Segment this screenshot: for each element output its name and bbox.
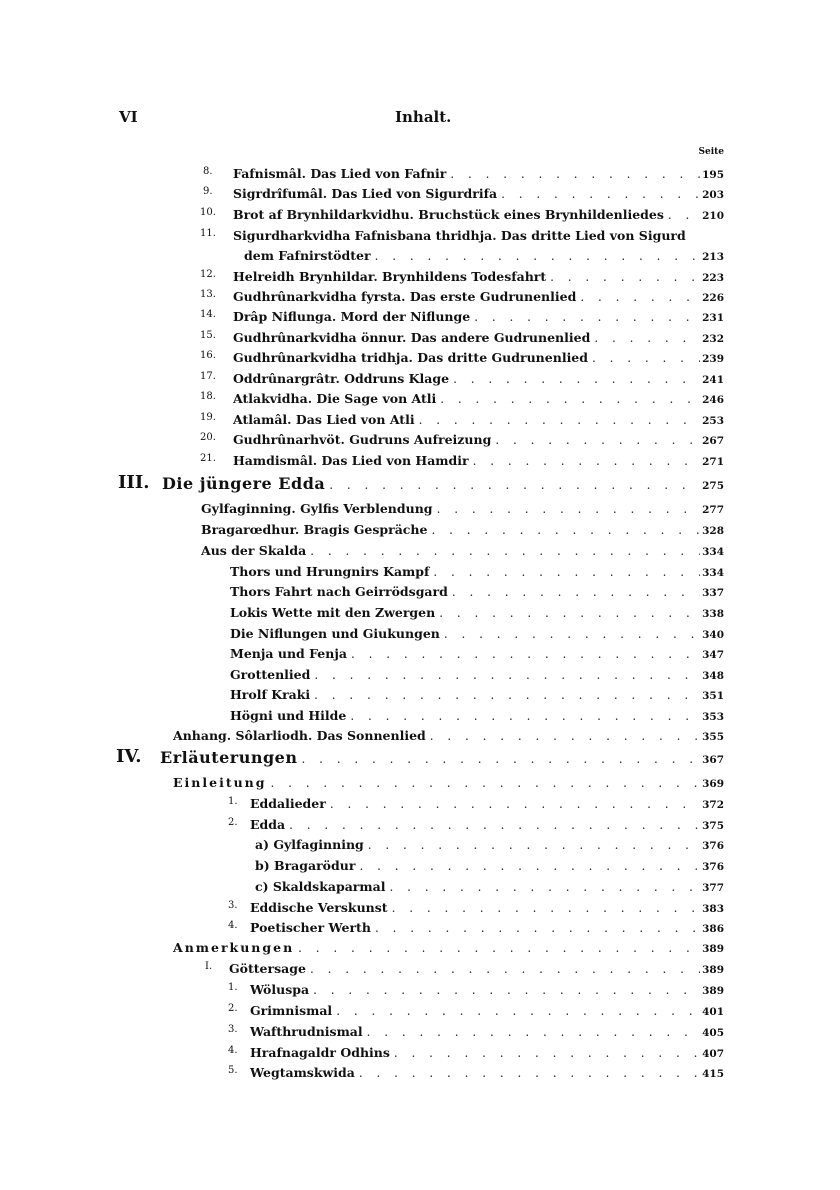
- entry-title: Wafthrudnismal: [250, 1024, 363, 1039]
- entry-page: 241: [702, 374, 724, 386]
- leader-dots: [309, 983, 700, 997]
- section-numeral: IV.: [116, 746, 142, 767]
- toc-section: [118, 472, 724, 496]
- entry-page: 267: [702, 435, 724, 447]
- entry-title: Edda: [250, 817, 286, 832]
- toc-entry: [173, 772, 724, 794]
- leader-dots: [390, 1046, 700, 1060]
- entry-page: 386: [702, 923, 724, 935]
- leader-dots: [448, 585, 700, 599]
- entry-page: 415: [702, 1068, 724, 1080]
- entry-title: Wegtamskwida: [250, 1065, 355, 1080]
- entry-page: 376: [702, 840, 724, 852]
- entry-title: Gudhrûnarkvidha önnur. Das andere Gudrunenlied: [233, 330, 591, 345]
- entry-title: Poetischer Werth: [250, 920, 371, 935]
- entry-page: 203: [702, 189, 724, 201]
- entry-page: 195: [702, 169, 724, 181]
- toc-entry: [228, 897, 724, 919]
- entry-page: 389: [702, 943, 724, 955]
- entry-title: Bragarœdhur. Bragis Gespräche: [201, 522, 428, 537]
- entry-title: c) Skaldskaparmal: [255, 879, 386, 894]
- leader-dots: [427, 523, 700, 537]
- entry-title: Grottenlied: [230, 667, 311, 682]
- entry-number: 2.: [228, 817, 238, 828]
- entry-title: Atlamâl. Das Lied von Atli: [233, 412, 415, 427]
- entry-title-continued: dem Fafnirstödter: [244, 248, 371, 263]
- entry-page: 355: [702, 731, 724, 743]
- entry-page: 353: [702, 711, 724, 723]
- entry-number: 11.: [200, 228, 216, 239]
- section-numeral: III.: [118, 472, 150, 493]
- toc-entry: [230, 602, 724, 624]
- toc-entry: [228, 1000, 724, 1022]
- entry-title: Atlakvidha. Die Sage von Atli: [233, 391, 437, 406]
- entry-page: 337: [702, 587, 724, 599]
- entry-page: 377: [702, 882, 724, 894]
- toc-entry-continuation: [244, 245, 724, 267]
- toc-entry: [200, 306, 724, 328]
- entry-title: Brot af Brynhildarkvidhu. Bruchstück eines Brynhildenliedes: [233, 207, 664, 222]
- toc-entry: [203, 163, 724, 185]
- leader-dots: [436, 392, 700, 406]
- leader-dots: [433, 502, 700, 516]
- toc-entry: [200, 266, 724, 288]
- toc-entry: [228, 793, 724, 815]
- entry-page: 334: [702, 567, 724, 579]
- entry-number: 20.: [200, 432, 216, 443]
- leader-dots: [310, 668, 700, 682]
- entry-page: 351: [702, 690, 724, 702]
- leader-dots: [385, 880, 700, 894]
- entry-page: 367: [702, 754, 724, 766]
- entry-title: Drâp Niflunga. Mord der Niflunge: [233, 309, 471, 324]
- leader-dots: [346, 709, 700, 723]
- seite-column-label: Seite: [698, 147, 724, 157]
- entry-title: Eddalieder: [250, 796, 326, 811]
- entry-title: Gudhrûnarkvidha fyrsta. Das erste Gudrunenlied: [233, 289, 577, 304]
- leader-dots: [590, 331, 700, 345]
- entry-page: 369: [702, 778, 724, 790]
- entry-page: 223: [702, 272, 724, 284]
- toc-section: [116, 746, 724, 770]
- entry-page: 246: [702, 394, 724, 406]
- leader-dots: [491, 433, 700, 447]
- entry-page: 328: [702, 525, 724, 537]
- entry-page: 239: [702, 353, 724, 365]
- entry-page: 376: [702, 861, 724, 873]
- entry-page: 348: [702, 670, 724, 682]
- entry-page: 401: [702, 1006, 724, 1018]
- entry-title: Eddische Verskunst: [250, 900, 388, 915]
- entry-number: I.: [205, 961, 213, 972]
- leader-dots: [364, 838, 700, 852]
- leader-dots: [325, 478, 700, 492]
- entry-number: 5.: [228, 1065, 238, 1076]
- entry-number: 1.: [228, 796, 238, 807]
- entry-number: 4.: [228, 1045, 238, 1056]
- toc-entry: [200, 450, 724, 472]
- toc-entry: [228, 1042, 724, 1064]
- entry-title: Thors Fahrt nach Geirrödsgard: [230, 584, 448, 599]
- entry-page: 334: [702, 546, 724, 558]
- toc-entry: [201, 540, 724, 562]
- entry-title: Oddrûnargrâtr. Oddruns Klage: [233, 371, 450, 386]
- entry-number: 4.: [228, 920, 238, 931]
- toc-entry: [200, 409, 724, 431]
- toc-entry: [255, 876, 724, 898]
- entry-title: Die Niflungen und Giukungen: [230, 626, 440, 641]
- toc-entry: [230, 623, 724, 645]
- toc-entry: [173, 725, 724, 747]
- entry-number: 14.: [200, 309, 216, 320]
- leader-dots: [469, 454, 700, 468]
- toc-entry: [230, 684, 724, 706]
- leader-dots: [355, 1066, 700, 1080]
- leader-dots: [297, 752, 700, 766]
- entry-page: 375: [702, 820, 724, 832]
- leader-dots: [347, 647, 700, 661]
- entry-number: 12.: [200, 269, 216, 280]
- entry-page: 389: [702, 985, 724, 997]
- entry-title: Aus der Skalda: [201, 543, 307, 558]
- entry-title: Gudhrûnarkvidha tridhja. Das dritte Gudrunenlied: [233, 350, 589, 365]
- toc-entry: [200, 388, 724, 410]
- leader-dots: [363, 1025, 700, 1039]
- entry-number: 16.: [200, 350, 216, 361]
- leader-dots: [497, 187, 700, 201]
- leader-dots: [310, 688, 700, 702]
- leader-dots: [446, 167, 700, 181]
- entry-title: Gudhrûnarhvöt. Gudruns Aufreizung: [233, 432, 492, 447]
- entry-number: 8.: [203, 166, 213, 177]
- toc-entry: [230, 705, 724, 727]
- toc-entry: [230, 643, 724, 665]
- entry-title: Sigrdrîfumâl. Das Lied von Sigurdrifa: [233, 186, 498, 201]
- leader-dots: [435, 606, 700, 620]
- toc-entry: [228, 917, 724, 939]
- toc-entry: [228, 1021, 724, 1043]
- toc-entry: [200, 327, 724, 349]
- toc-entry: [230, 581, 724, 603]
- entry-number: 15.: [200, 330, 216, 341]
- toc-entry: [228, 979, 724, 1001]
- entry-title: Grimnismal: [250, 1003, 333, 1018]
- leader-dots: [285, 818, 700, 832]
- entry-number: 18.: [200, 391, 216, 402]
- toc-entry: [255, 855, 724, 877]
- toc-entry: [203, 183, 724, 205]
- entry-number: 3.: [228, 1024, 238, 1035]
- entry-page: 253: [702, 415, 724, 427]
- entry-title: Wöluspa: [250, 982, 310, 997]
- entry-title: Helreidh Brynhildar. Brynhildens Todesfahrt: [233, 269, 547, 284]
- leader-dots: [355, 859, 700, 873]
- section-title: Erläuterungen: [160, 748, 298, 767]
- leader-dots: [371, 249, 700, 263]
- entry-title: Hrolf Kraki: [230, 687, 311, 702]
- toc-entry: [200, 204, 724, 226]
- toc-entry: [201, 498, 724, 520]
- entry-title: Fafnismâl. Das Lied von Fafnir: [233, 166, 447, 181]
- entry-page: 210: [702, 210, 724, 222]
- entry-title: Sigurdharkvidha Fafnisbana thridhja. Das dritte Lied von Sigurd: [233, 228, 686, 243]
- entry-page: 405: [702, 1027, 724, 1039]
- leader-dots: [588, 351, 700, 365]
- entry-page: 226: [702, 292, 724, 304]
- entry-number: 13.: [200, 289, 216, 300]
- leader-dots: [267, 776, 700, 790]
- leader-dots: [306, 962, 700, 976]
- page-title: Inhalt.: [395, 108, 452, 126]
- entry-page: 340: [702, 629, 724, 641]
- leader-dots: [388, 901, 700, 915]
- entry-title: Anmerkungen: [173, 940, 295, 955]
- leader-dots: [294, 941, 700, 955]
- entry-title: Hamdismâl. Das Lied von Hamdir: [233, 453, 469, 468]
- leader-dots: [429, 565, 700, 579]
- leader-dots: [326, 797, 700, 811]
- entry-page: 383: [702, 903, 724, 915]
- section-title: Die jüngere Edda: [162, 474, 326, 493]
- entry-page: 232: [702, 333, 724, 345]
- entry-page: 271: [702, 456, 724, 468]
- entry-title: b) Bragarödur: [255, 858, 356, 873]
- leader-dots: [440, 627, 700, 641]
- entry-title: Anhang. Sôlarliodh. Das Sonnenlied: [173, 728, 426, 743]
- toc-entry: [200, 225, 724, 247]
- leader-dots: [546, 270, 700, 284]
- toc-entry: [230, 561, 724, 583]
- toc-entry: [228, 814, 724, 836]
- toc-entry: [255, 834, 724, 856]
- entry-page: 372: [702, 799, 724, 811]
- leader-dots: [415, 413, 700, 427]
- entry-number: 10.: [200, 207, 216, 218]
- entry-title: Menja und Fenja: [230, 646, 347, 661]
- entry-number: 19.: [200, 412, 216, 423]
- toc-entry: [200, 368, 724, 390]
- entry-number: 1.: [228, 982, 238, 993]
- entry-title: Thors und Hrungnirs Kampf: [230, 564, 430, 579]
- leader-dots: [306, 544, 700, 558]
- entry-page: 275: [702, 480, 724, 492]
- entry-number: 17.: [200, 371, 216, 382]
- entry-title: a) Gylfaginning: [255, 837, 364, 852]
- toc-entry: [201, 519, 724, 541]
- leader-dots: [449, 372, 700, 386]
- page-number: VI: [119, 108, 138, 126]
- entry-page: 231: [702, 312, 724, 324]
- leader-dots: [426, 729, 700, 743]
- toc-entry: [200, 429, 724, 451]
- leader-dots: [576, 290, 700, 304]
- entry-page: 213: [702, 251, 724, 263]
- leader-dots: [470, 310, 700, 324]
- leader-dots: [371, 921, 700, 935]
- toc-entry: [228, 1062, 724, 1084]
- entry-page: 277: [702, 504, 724, 516]
- entry-title: Hrafnagaldr Odhins: [250, 1045, 390, 1060]
- entry-title: Göttersage: [229, 961, 306, 976]
- toc-entry: [200, 286, 724, 308]
- toc-entry: [173, 937, 724, 959]
- leader-dots: [664, 208, 700, 222]
- entry-title: Einleitung: [173, 775, 267, 790]
- entry-title: Gylfaginning. Gylfis Verblendung: [201, 501, 433, 516]
- entry-number: 2.: [228, 1003, 238, 1014]
- entry-number: 21.: [200, 453, 216, 464]
- entry-page: 338: [702, 608, 724, 620]
- toc-entry: [205, 958, 724, 980]
- leader-dots: [332, 1004, 700, 1018]
- entry-number: 3.: [228, 900, 238, 911]
- toc-entry: [200, 347, 724, 369]
- entry-title: Lokis Wette mit den Zwergen: [230, 605, 436, 620]
- entry-page: 389: [702, 964, 724, 976]
- entry-page: 407: [702, 1048, 724, 1060]
- entry-number: 9.: [203, 186, 213, 197]
- entry-page: 347: [702, 649, 724, 661]
- toc-entry: [230, 664, 724, 686]
- entry-title: Högni und Hilde: [230, 708, 347, 723]
